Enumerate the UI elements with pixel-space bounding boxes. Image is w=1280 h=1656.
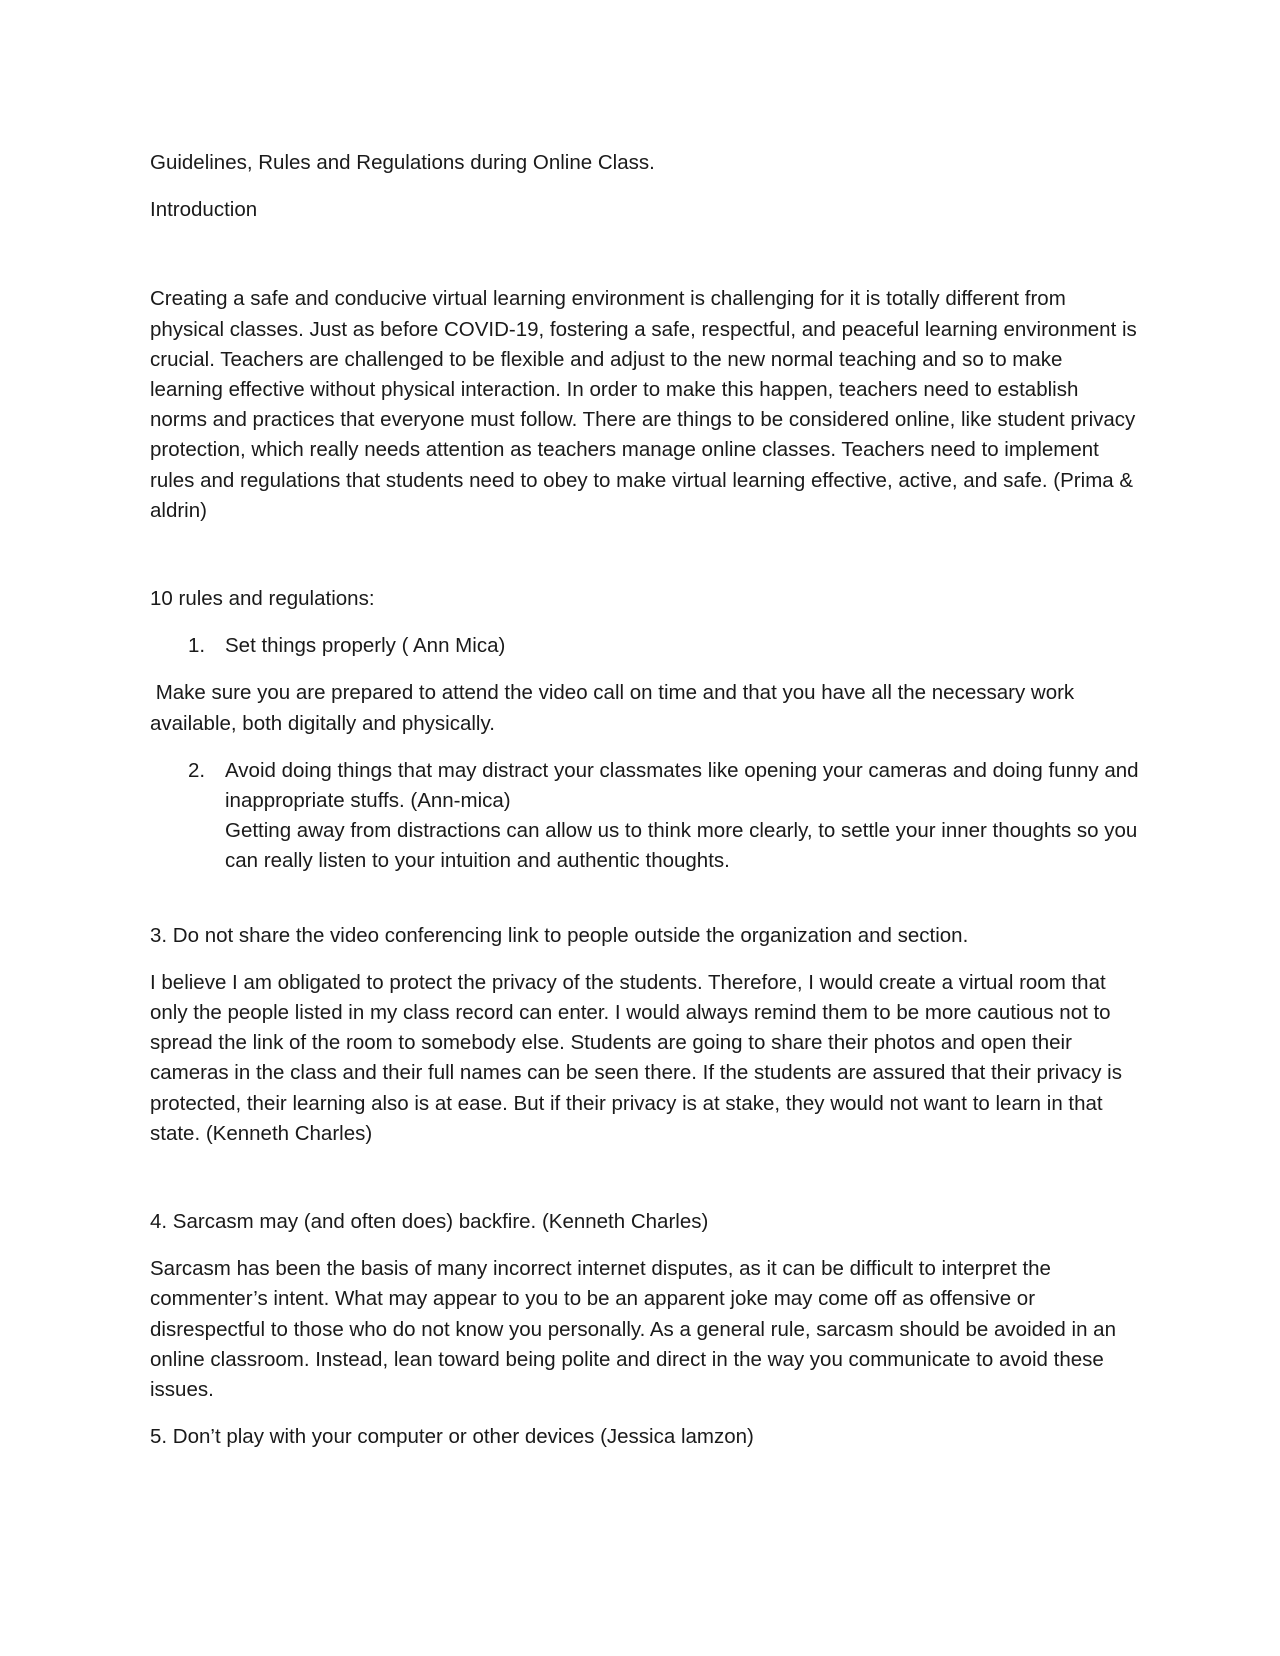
document-page — [150, 148, 1140, 1453]
rule-1-title: Set things properly ( Ann Mica) — [225, 634, 506, 658]
rule-1-body: Make sure you are prepared to attend the video call on time and that you have all the necessary work available, both digitally and physically. — [150, 681, 1080, 735]
rule-3-title: 3. Do not share the video conferencing link to people outside the organization and section. — [150, 923, 969, 947]
rules-heading: 10 rules and regulations: — [150, 587, 375, 611]
rule-3-body: I believe I am obligated to protect the privacy of the students. Therefore, I would create a virtual room that only the people listed in my class record can enter. I would always remind them to be more cautious not to spread the link of the room to somebody else. Students are going to share their photos and open their cameras in the class and their full names can be seen there. If the students are assured that their privacy is protected, their learning also is at ease. But if their privacy is at stake, they would not want to learn in that state. (Kenneth Charles) — [150, 970, 1122, 1145]
rule-2-number: 2. — [188, 758, 206, 782]
intro-heading: Introduction — [150, 198, 258, 222]
rule-2-body: Getting away from distractions can allow us to think more clearly, to settle your inner thoughts so you can really listen to your intuition and authentic thoughts. — [225, 819, 1138, 873]
rule-4-body: Sarcasm has been the basis of many incorrect internet disputes, as it can be difficult to interpret the commenter’s intent. What may appear to you to be an apparent joke may come off as offensive or disrespectful to those who do not know you personally. As a general rule, sarcasm should be avoided in an online classroom. Instead, lean toward being polite and direct in the way you communicate to avoid these issues. — [150, 1257, 1116, 1402]
rule-1-item — [150, 631, 1140, 661]
rule-4-title: 4. Sarcasm may (and often does) backfire. (Kenneth Charles) — [150, 1210, 709, 1234]
document-title: Guidelines, Rules and Regulations during Online Class. — [150, 151, 655, 174]
rule-2-item — [150, 756, 1140, 877]
rule-1-number: 1. — [188, 634, 206, 658]
rule-5-title: 5. Don’t play with your computer or other devices (Jessica lamzon) — [150, 1425, 754, 1449]
intro-paragraph: Creating a safe and conducive virtual learning environment is challenging for it is totally different from physical classes. Just as before COVID-19, fostering a safe, respectful, and peaceful learning environment is crucial. Teachers are challenged to be flexible and adjust to the new normal teaching and so to make learning effective without physical interaction. In order to make this happen, teachers need to establish norms and practices that everyone must follow. There are things to be considered online, like student privacy protection, which really needs attention as teachers manage online classes. Teachers need to implement rules and regulations that students need to obey to make virtual learning effective, active, and safe. (Prima & aldrin) — [150, 287, 1137, 522]
rule-2-title: Avoid doing things that may distract your classmates like opening your cameras and doing funny and inappropriate stuffs. (Ann-mica) — [225, 758, 1139, 813]
